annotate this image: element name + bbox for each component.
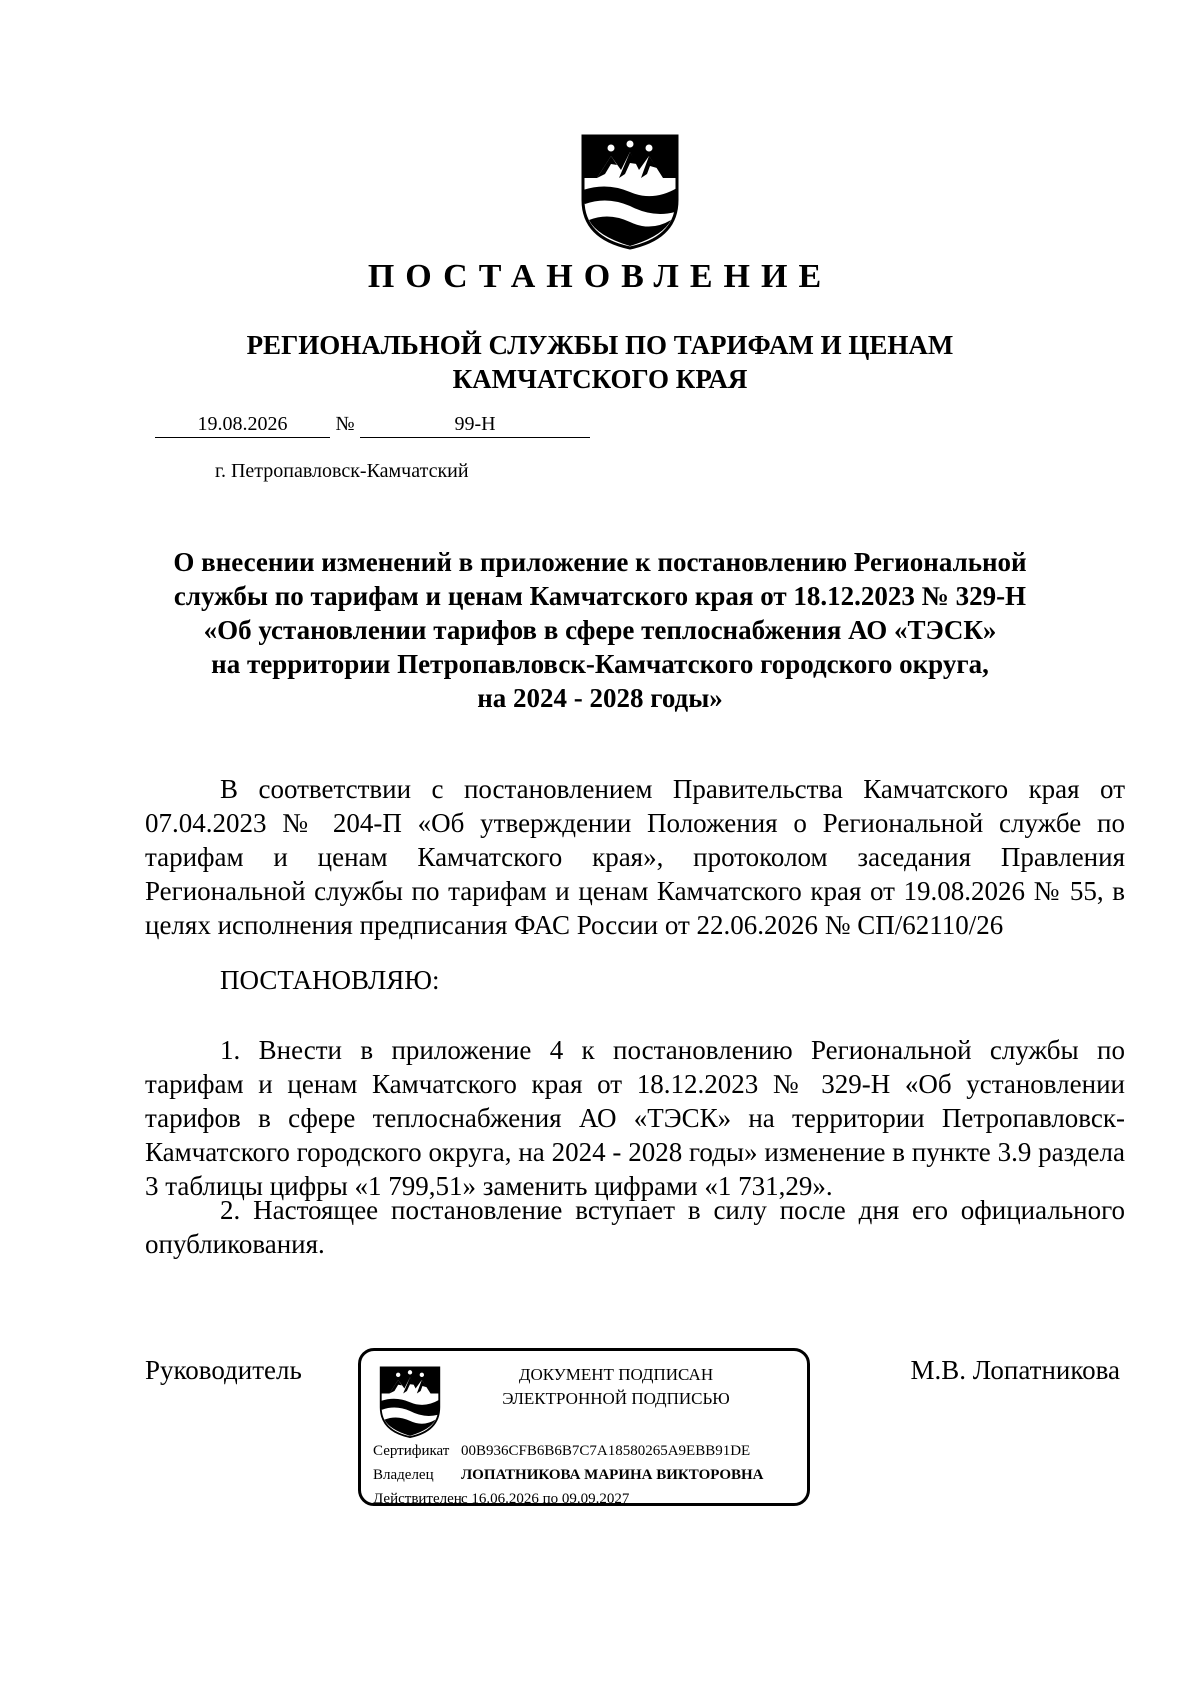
- document-number: 99-Н: [360, 413, 590, 438]
- validity-row: [373, 1491, 629, 1508]
- signer-name: М.В. Лопатникова: [910, 1355, 1120, 1385]
- stamp-line-1: ДОКУМЕНТ ПОДПИСАН: [518, 1365, 714, 1384]
- preamble-paragraph: В соответствии с постановлением Правительства Камчатского края от 07.04.2023 № 204-П «Об утверждении Положения о Региональной службе по тарифам и ценам Камчатского края», протоколом заседания Правления Региональной службы по тарифам и ценам Камчатского края от 19.08.2026 № 55, в целях исполнения предписания ФАС России от 22.06.2026 № СП/62110/26: [145, 774, 1125, 940]
- decree-word: ПОСТАНОВЛЯЮ:: [220, 965, 440, 995]
- city: г. Петропавловск-Камчатский: [215, 460, 469, 482]
- item-2-paragraph: 2. Настоящее постановление вступает в силу после дня его официального опубликования.: [145, 1195, 1125, 1259]
- coat-of-arms-icon: [377, 1363, 443, 1439]
- subject-line: службы по тарифам и ценам Камчатского края от 18.12.2023 № 329-Н: [173, 581, 1027, 611]
- certificate-row: [373, 1443, 750, 1460]
- validity-label: Действителен: [373, 1491, 462, 1507]
- coat-of-arms-icon: [577, 130, 683, 250]
- document-subject: [0, 545, 1200, 715]
- owner-row: [373, 1467, 764, 1484]
- subject-line: «Об установлении тарифов в сфере теплоснабжения АО «ТЭСК»: [203, 615, 997, 645]
- certificate-value: 00B936CFB6B6B7C7A18580265A9EBB91DE: [461, 1443, 751, 1459]
- certificate-label: Сертификат: [373, 1443, 450, 1459]
- org-line-1: РЕГИОНАЛЬНОЙ СЛУЖБЫ ПО ТАРИФАМ И ЦЕНАМ: [246, 330, 954, 360]
- owner-value: ЛОПАТНИКОВА МАРИНА ВИКТОРОВНА: [461, 1467, 764, 1483]
- subject-line: на территории Петропавловск-Камчатского городского округа,: [211, 649, 989, 679]
- subject-line: О внесении изменений в приложение к постановлению Региональной: [173, 547, 1027, 577]
- stamp-header: [466, 1363, 766, 1411]
- document-date: 19.08.2026: [155, 413, 330, 438]
- org-line-2: КАМЧАТСКОГО КРАЯ: [452, 364, 748, 394]
- subject-line: на 2024 - 2028 годы»: [477, 683, 723, 713]
- signer-role: Руководитель: [145, 1355, 302, 1385]
- stamp-line-2: ЭЛЕКТРОННОЙ ПОДПИСЬЮ: [502, 1389, 730, 1408]
- item-1-paragraph: 1. Внести в приложение 4 к постановлению Региональной службы по тарифам и ценам Камчатского края от 18.12.2023 № 329-Н «Об установлении тарифов в сфере теплоснабжения АО «ТЭСК» на территории Петропавловск-Камчатского городского округа, на 2024 - 2028 годы» изменение в пункте 3.9 раздела 3 таблицы цифры «1 799,51» заменить цифрами «1 731,29».: [145, 1035, 1125, 1201]
- electronic-signature-stamp: [358, 1348, 810, 1506]
- validity-value: с 16.06.2026 по 09.09.2027: [461, 1491, 630, 1507]
- number-label: №: [335, 413, 355, 435]
- document-title: ПОСТАНОВЛЕНИЕ: [367, 258, 833, 295]
- issuing-organization: [0, 328, 1200, 396]
- owner-label: Владелец: [373, 1467, 434, 1483]
